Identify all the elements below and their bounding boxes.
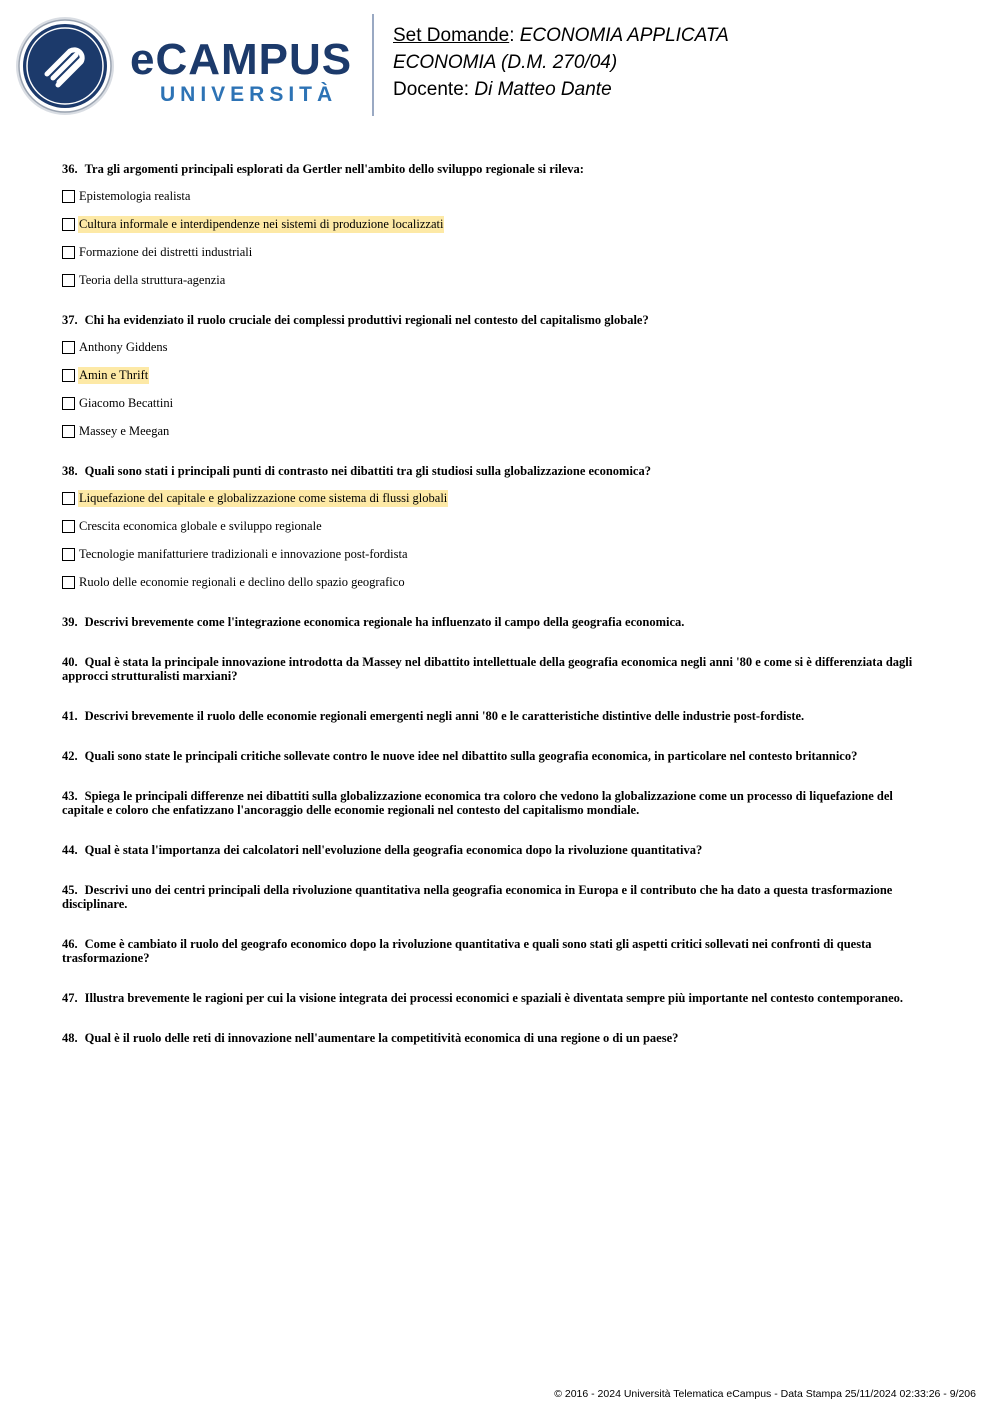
question-text: 44. Qual è stata l'importanza dei calcolatori nell'evoluzione della geografia economica dopo la rivoluzione quantitativa?	[62, 843, 703, 857]
option[interactable]: Giacomo Becattini	[62, 395, 937, 411]
question-48	[62, 1031, 937, 1045]
option-correct[interactable]: Liquefazione del capitale e globalizzazione come sistema di flussi globali	[62, 490, 937, 506]
question-text: 40. Qual è stata la principale innovazione introdotta da Massey nel dibattito intellettuale della geografia economica negli anni '80 e come si è differenziata dagli approcci strutturalisti marxiani?	[62, 655, 913, 683]
checkbox[interactable]	[62, 218, 75, 231]
teacher-name: Di Matteo Dante	[474, 79, 612, 100]
question-40	[62, 655, 937, 683]
checkbox[interactable]	[62, 576, 75, 589]
option[interactable]: Ruolo delle economie regionali e declino dello spazio geografico	[62, 574, 937, 590]
question-43	[62, 789, 937, 817]
option[interactable]: Epistemologia realista	[62, 188, 937, 204]
question-44	[62, 843, 937, 857]
ecampus-wordmark	[130, 35, 353, 106]
question-42	[62, 749, 937, 763]
teacher-line: Docente: Di Matteo Dante	[393, 79, 612, 100]
question-text: 36. Tra gli argomenti principali esplorati da Gertler nell'ambito dello sviluppo regionale si rileva:	[62, 162, 584, 176]
logo-ecampus-text: eCAMPUS	[130, 35, 353, 84]
question-38	[62, 464, 937, 590]
question-list	[62, 162, 937, 1071]
degree-name: ECONOMIA (D.M. 270/04)	[393, 52, 618, 73]
logo-universita-text: UNIVERSITÀ	[160, 83, 338, 106]
question-text: 43. Spiega le principali differenze nei dibattiti sulla globalizzazione economica tra coloro che vedono la globalizzazione come un processo di liquefazione del capitale e coloro che enfatizzano l'ancoraggio delle economie regionali nel contesto del capitalismo mondiale.	[62, 789, 893, 817]
question-text: 45. Descrivi uno dei centri principali della rivoluzione quantitativa nella geografia economica in Europa e il contributo che ha dato a questa trasformazione disciplinare.	[62, 883, 893, 911]
question-text: 48. Qual è il ruolo delle reti di innovazione nell'aumentare la competitività economica di una regione o di un paese?	[62, 1031, 679, 1045]
question-36	[62, 162, 937, 288]
question-text: 39. Descrivi brevemente come l'integrazione economica regionale ha influenzato il campo della geografia economica.	[62, 615, 685, 629]
teacher-label: Docente	[393, 79, 464, 100]
checkbox[interactable]	[62, 369, 75, 382]
set-line: Set Domande: ECONOMIA APPLICATA	[393, 25, 729, 46]
question-text: 47. Illustra brevemente le ragioni per cui la visione integrata dei processi economici e spaziali è diventata sempre più importante nel contesto contemporaneo.	[62, 991, 904, 1005]
question-46	[62, 937, 937, 965]
question-text: 38. Quali sono stati i principali punti di contrasto nei dibattiti tra gli studiosi sulla globalizzazione economica?	[62, 464, 651, 478]
option[interactable]: Massey e Meegan	[62, 423, 937, 439]
degree-line	[393, 49, 729, 76]
option[interactable]: Tecnologie manifatturiere tradizionali e innovazione post-fordista	[62, 546, 937, 562]
question-text: 46. Come è cambiato il ruolo del geografo economico dopo la rivoluzione quantitativa e quali sono stati gli aspetti critici sollevati nei confronti di questa trasformazione?	[62, 937, 872, 965]
checkbox[interactable]	[62, 520, 75, 533]
checkbox[interactable]	[62, 246, 75, 259]
question-text: 42. Quali sono state le principali critiche sollevate contro le nuove idee nel dibattito sulla geografia economica, in particolare nel contesto britannico?	[62, 749, 858, 763]
option[interactable]: Crescita economica globale e sviluppo regionale	[62, 518, 937, 534]
set-label: Set Domande	[393, 25, 510, 46]
option[interactable]: Anthony Giddens	[62, 339, 937, 355]
option[interactable]: Teoria della struttura-agenzia	[62, 272, 937, 288]
question-47	[62, 991, 937, 1005]
checkbox[interactable]	[62, 397, 75, 410]
course-name: ECONOMIA APPLICATA	[519, 25, 729, 46]
question-text: 41. Descrivi brevemente il ruolo delle economie regionali emergenti negli anni '80 e le caratteristiche distintive delle industrie post-fordiste.	[62, 709, 805, 723]
checkbox[interactable]	[62, 274, 75, 287]
header-divider	[372, 14, 374, 116]
question-41	[62, 709, 937, 723]
checkbox[interactable]	[62, 492, 75, 505]
question-37	[62, 313, 937, 439]
checkbox[interactable]	[62, 548, 75, 561]
question-45	[62, 883, 937, 911]
option[interactable]: Formazione dei distretti industriali	[62, 244, 937, 260]
checkbox[interactable]	[62, 341, 75, 354]
checkbox[interactable]	[62, 190, 75, 203]
header-info	[393, 22, 729, 103]
question-text: 37. Chi ha evidenziato il ruolo cruciale dei complessi produttivi regionali nel contesto del capitalismo globale?	[62, 313, 649, 327]
page-footer: © 2016 - 2024 Università Telematica eCampus - Data Stampa 25/11/2024 02:33:26 - 9/206	[554, 1388, 976, 1400]
option-correct[interactable]: Cultura informale e interdipendenze nei sistemi di produzione localizzati	[62, 216, 937, 232]
page-header	[0, 0, 1000, 130]
option-correct[interactable]: Amin e Thrift	[62, 367, 937, 383]
ecampus-seal-logo	[14, 16, 116, 116]
checkbox[interactable]	[62, 425, 75, 438]
question-39	[62, 615, 937, 629]
